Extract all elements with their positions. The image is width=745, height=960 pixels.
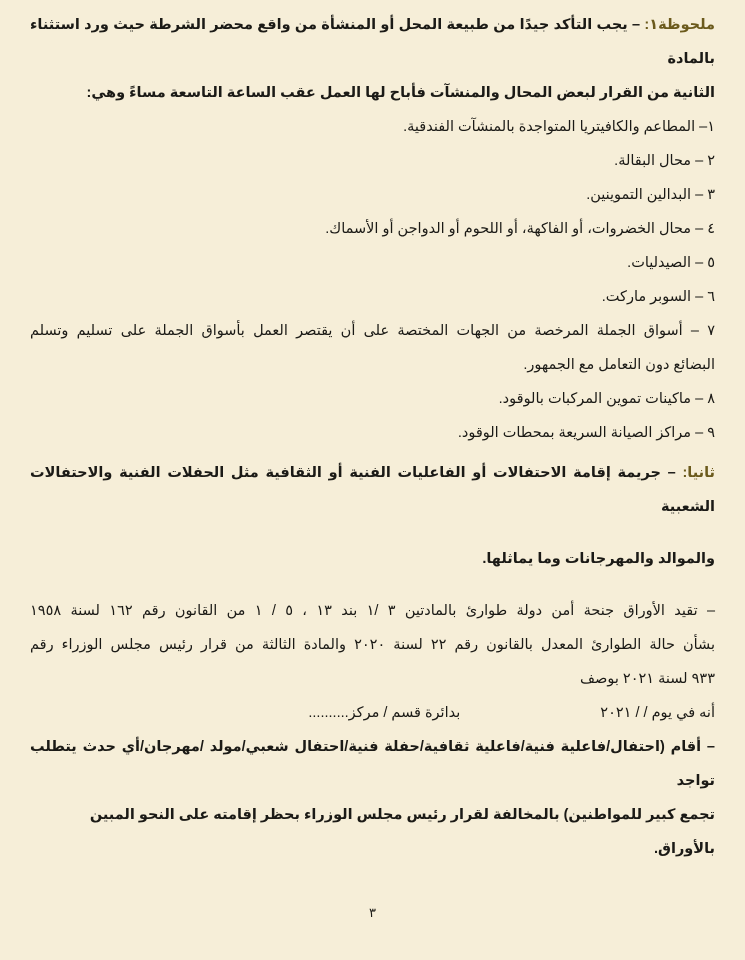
list-item: ٣ – البدالين التموينين. xyxy=(586,187,715,203)
list-item: ٤ – محال الخضروات، أو الفاكهة، أو اللحوم أو الدواجن أو الأسماك. xyxy=(325,221,715,237)
second-line-1 xyxy=(30,456,715,524)
note-label: ملحوظة١: xyxy=(644,17,716,33)
page-number: ٣ xyxy=(369,905,376,920)
note-line-2: الثانية من القرار لبعض المحال والمنشآت فأباح لها العمل عقب الساعة التاسعة مساءً وهي: xyxy=(86,85,715,101)
list-item: ٢ – محال البقالة. xyxy=(614,153,715,169)
list-item: ٦ – السوبر ماركت. xyxy=(601,289,715,305)
description-line: – أقام (احتفال/فاعلية فنية/فاعلية ثقافية/حفلة فنية/احتفال شعبي/مولد /مهرجان/أي حدث يتطلب تواجد xyxy=(30,739,715,789)
second-label: ثانيا: xyxy=(682,465,715,481)
date-field: أنه في يوم / / ٢٠٢١ xyxy=(600,705,715,721)
charge-line: ٩٣٣ لسنة ٢٠٢١ بوصف xyxy=(580,671,715,687)
list-item-continuation: البضائع دون التعامل مع الجمهور. xyxy=(523,357,715,373)
charge-line: بشأن حالة الطوارئ المعدل بالقانون رقم ٢٢ لسنة ٢٠٢٠ والمادة الثالثة من قرار رئيس مجلس الوزراء رقم xyxy=(30,637,716,653)
list-item: ٧ – أسواق الجملة المرخصة من الجهات المختصة على أن يقتصر العمل بأسواق الجملة على تسليم وتسلم xyxy=(30,323,715,339)
note-text: – يجب التأكد جيدًا من طبيعة المحل أو المنشأة من واقع محضر الشرطة حيث ورد استثناء بالمادة xyxy=(30,17,715,67)
second-line-2: والموالد والمهرجانات وما يماثلها. xyxy=(482,551,715,567)
note-line-1 xyxy=(30,8,715,76)
second-text: – جريمة إقامة الاحتفالات أو الفاعليات الفنية أو الثقافية مثل الحفلات الفنية والاحتفالات الشعبية xyxy=(30,465,715,515)
list-item: ٩ – مراكز الصيانة السريعة بمحطات الوقود. xyxy=(457,425,715,441)
document-page xyxy=(30,8,715,866)
list-item: ٥ – الصيدليات. xyxy=(627,255,715,271)
list-item: ١– المطاعم والكافيتريا المتواجدة بالمنشآت الفندقية. xyxy=(403,119,715,135)
date-line xyxy=(30,696,715,730)
charge-line: – تقيد الأوراق جنحة أمن دولة طوارئ بالمادتين ٣ /١ بند ١٣ ، ٥ / ١ من القانون رقم ١٦٢ لسنة ١٩٥٨ xyxy=(30,603,716,619)
list-item: ٨ – ماكينات تموين المركبات بالوقود. xyxy=(498,391,715,407)
district-field: بدائرة قسم / مركز.......... xyxy=(308,705,461,721)
description-line: تجمع كبير للمواطنين) بالمخالفة لقرار رئيس مجلس الوزراء بحظر إقامته على النحو المبين بالأوراق. xyxy=(89,807,715,857)
